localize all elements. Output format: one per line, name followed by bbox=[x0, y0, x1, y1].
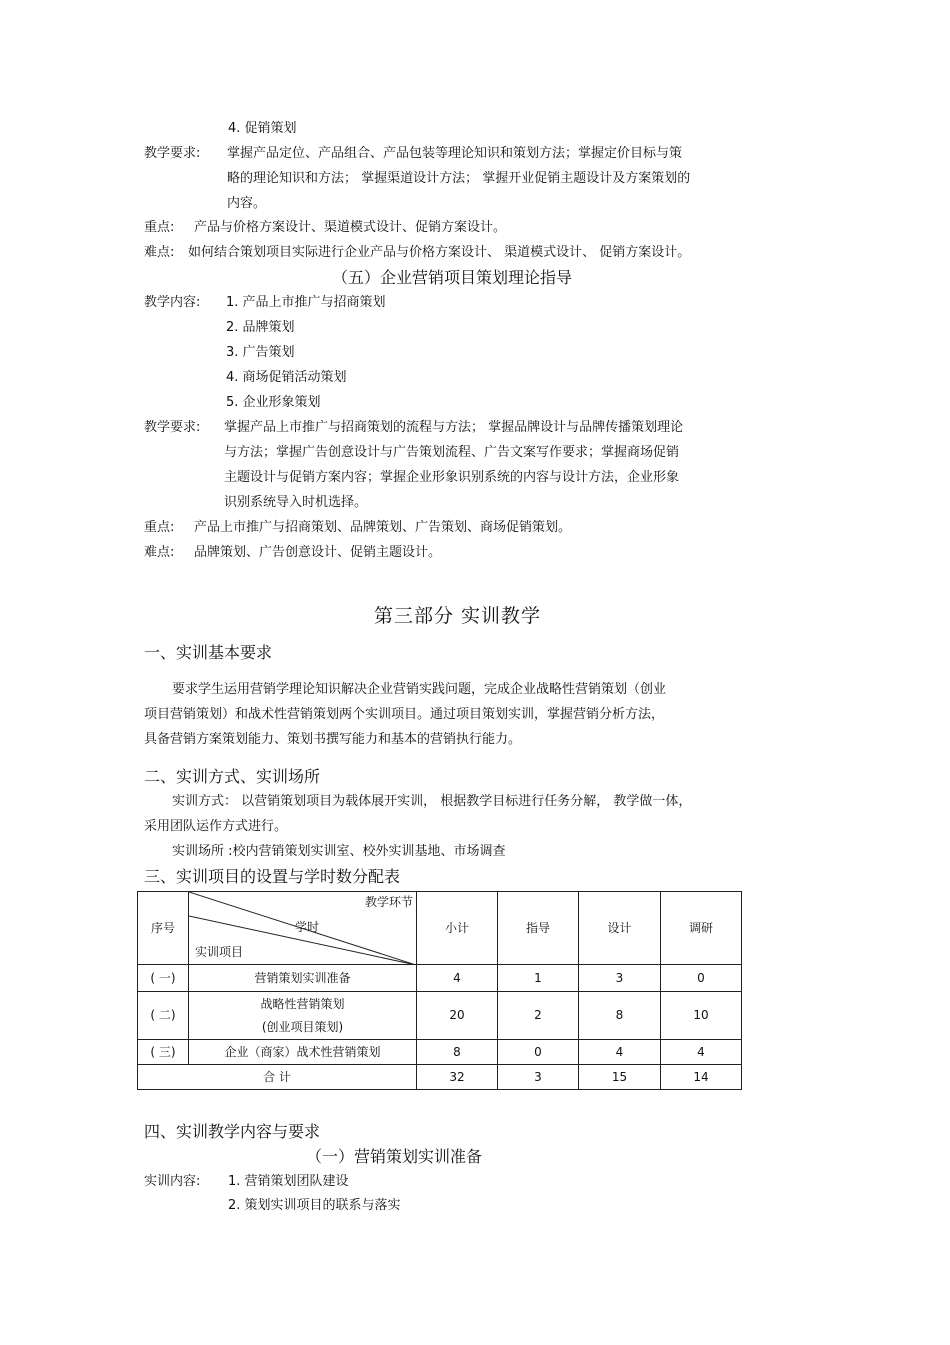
req-line: 略的理论知识和方法； 掌握渠道设计方法； 掌握开业促销主题设计及方案策划的 bbox=[227, 171, 691, 186]
req-label: 教学要求: bbox=[144, 420, 201, 435]
cell: 14 bbox=[661, 1065, 742, 1090]
diff-text: 品牌策划、广告创意设计、促销主题设计。 bbox=[194, 545, 442, 560]
list-item: 4. 促销策划 bbox=[228, 121, 297, 136]
header-seq: 序号 bbox=[138, 892, 189, 965]
content-label: 教学内容: bbox=[144, 295, 201, 310]
key-text: 产品上市推广与招商策划、品牌策划、广告策划、商场促销策划。 bbox=[194, 520, 572, 535]
list-item: 1. 产品上市推广与招商策划 bbox=[226, 295, 386, 310]
cell: 8 bbox=[579, 992, 661, 1040]
req-label: 教学要求: bbox=[144, 146, 201, 161]
header-col: 指导 bbox=[498, 892, 579, 965]
cell: 4 bbox=[579, 1040, 661, 1065]
cell: 32 bbox=[417, 1065, 498, 1090]
row-name-line: 战略性营销策划 bbox=[260, 996, 345, 1011]
cell: 0 bbox=[498, 1040, 579, 1065]
diff-label: 难点: bbox=[144, 245, 175, 260]
cell: 10 bbox=[661, 992, 742, 1040]
header-col: 设计 bbox=[579, 892, 661, 965]
diag-label-mid: 学时 bbox=[294, 920, 320, 934]
cell: 20 bbox=[417, 992, 498, 1040]
row-seq: ( 一) bbox=[138, 965, 189, 992]
paragraph-line: 实训方式： 以营销策划项目为载体展开实训， 根据教学目标进行任务分解， 教学做一体， bbox=[172, 794, 692, 809]
paragraph-line: 项目营销策划）和战术性营销策划两个实训项目。通过项目策划实训，掌握营销分析方法， bbox=[144, 707, 665, 722]
key-label: 重点: bbox=[144, 220, 175, 235]
diagonal-header-cell bbox=[189, 892, 417, 965]
paragraph-line: 实训场所 :校内营销策划实训室、校外实训基地、市场调查 bbox=[172, 844, 506, 859]
cell: 2 bbox=[498, 992, 579, 1040]
section-title: （五）企业营销项目策划理论指导 bbox=[332, 268, 573, 287]
cell: 8 bbox=[417, 1040, 498, 1065]
req-line: 掌握产品定位、产品组合、产品包装等理论知识和策划方法；掌握定价目标与策 bbox=[227, 146, 683, 161]
header-col: 调研 bbox=[661, 892, 742, 965]
row-name: 企业（商家）战术性营销策划 bbox=[189, 1040, 417, 1065]
diff-text: 如何结合策划项目实际进行企业产品与价格方案设计、 渠道模式设计、 促销方案设计。 bbox=[188, 245, 691, 260]
section-heading: 二、实训方式、实训场所 bbox=[144, 767, 321, 786]
diag-label-top: 教学环节 bbox=[364, 895, 414, 909]
paragraph-line: 要求学生运用营销学理论知识解决企业营销实践问题，完成企业战略性营销策划（创业 bbox=[172, 682, 667, 697]
part-title: 第三部分 实训教学 bbox=[374, 605, 542, 627]
section-heading: 三、实训项目的设置与学时数分配表 bbox=[144, 867, 401, 886]
req-line: 内容。 bbox=[227, 196, 267, 211]
list-item: 2. 品牌策划 bbox=[226, 320, 295, 335]
req-line: 主题设计与促销方案内容；掌握企业形象识别系统的内容与设计方法，企业形象 bbox=[224, 470, 680, 485]
table-row bbox=[138, 992, 742, 1040]
row-seq: ( 三) bbox=[138, 1040, 189, 1065]
cell: 3 bbox=[579, 965, 661, 992]
key-label: 重点: bbox=[144, 520, 175, 535]
paragraph-line: 具备营销方案策划能力、策划书撰写能力和基本的营销执行能力。 bbox=[144, 732, 522, 747]
cell: 4 bbox=[417, 965, 498, 992]
row-seq: ( 二) bbox=[138, 992, 189, 1040]
content-label: 实训内容: bbox=[144, 1174, 201, 1189]
cell: 0 bbox=[661, 965, 742, 992]
list-item: 4. 商场促销活动策划 bbox=[226, 370, 347, 385]
diff-label: 难点: bbox=[144, 545, 175, 560]
list-item: 3. 广告策划 bbox=[226, 345, 295, 360]
row-name: 营销策划实训准备 bbox=[189, 965, 417, 992]
cell: 15 bbox=[579, 1065, 661, 1090]
total-row bbox=[138, 1065, 742, 1090]
table-row bbox=[138, 965, 742, 992]
diag-label-bottom: 实训项目 bbox=[195, 945, 244, 959]
list-item: 5. 企业形象策划 bbox=[226, 395, 321, 410]
row-name-line: (创业项目策划) bbox=[261, 1019, 344, 1034]
table-row bbox=[138, 1040, 742, 1065]
paragraph-line: 采用团队运作方式进行。 bbox=[144, 819, 288, 834]
list-item: 1. 营销策划团队建设 bbox=[228, 1174, 349, 1189]
cell: 3 bbox=[498, 1065, 579, 1090]
req-line: 与方法；掌握广告创意设计与广告策划流程、广告文案写作要求；掌握商场促销 bbox=[224, 445, 680, 460]
header-col: 小计 bbox=[417, 892, 498, 965]
total-label: 合 计 bbox=[138, 1065, 417, 1090]
section-heading: 四、实训教学内容与要求 bbox=[144, 1122, 321, 1141]
req-line: 掌握产品上市推广与招商策划的流程与方法； 掌握品牌设计与品牌传播策划理论 bbox=[224, 420, 684, 435]
req-line: 识别系统导入时机选择。 bbox=[224, 495, 368, 510]
cell: 4 bbox=[661, 1040, 742, 1065]
section-heading: 一、实训基本要求 bbox=[144, 643, 273, 662]
row-name-cell bbox=[189, 992, 417, 1040]
section-title: （一）营销策划实训准备 bbox=[306, 1147, 483, 1166]
key-text: 产品与价格方案设计、渠道模式设计、促销方案设计。 bbox=[194, 220, 507, 235]
list-item: 2. 策划实训项目的联系与落实 bbox=[228, 1198, 401, 1213]
cell: 1 bbox=[498, 965, 579, 992]
allocation-table bbox=[137, 891, 742, 1090]
